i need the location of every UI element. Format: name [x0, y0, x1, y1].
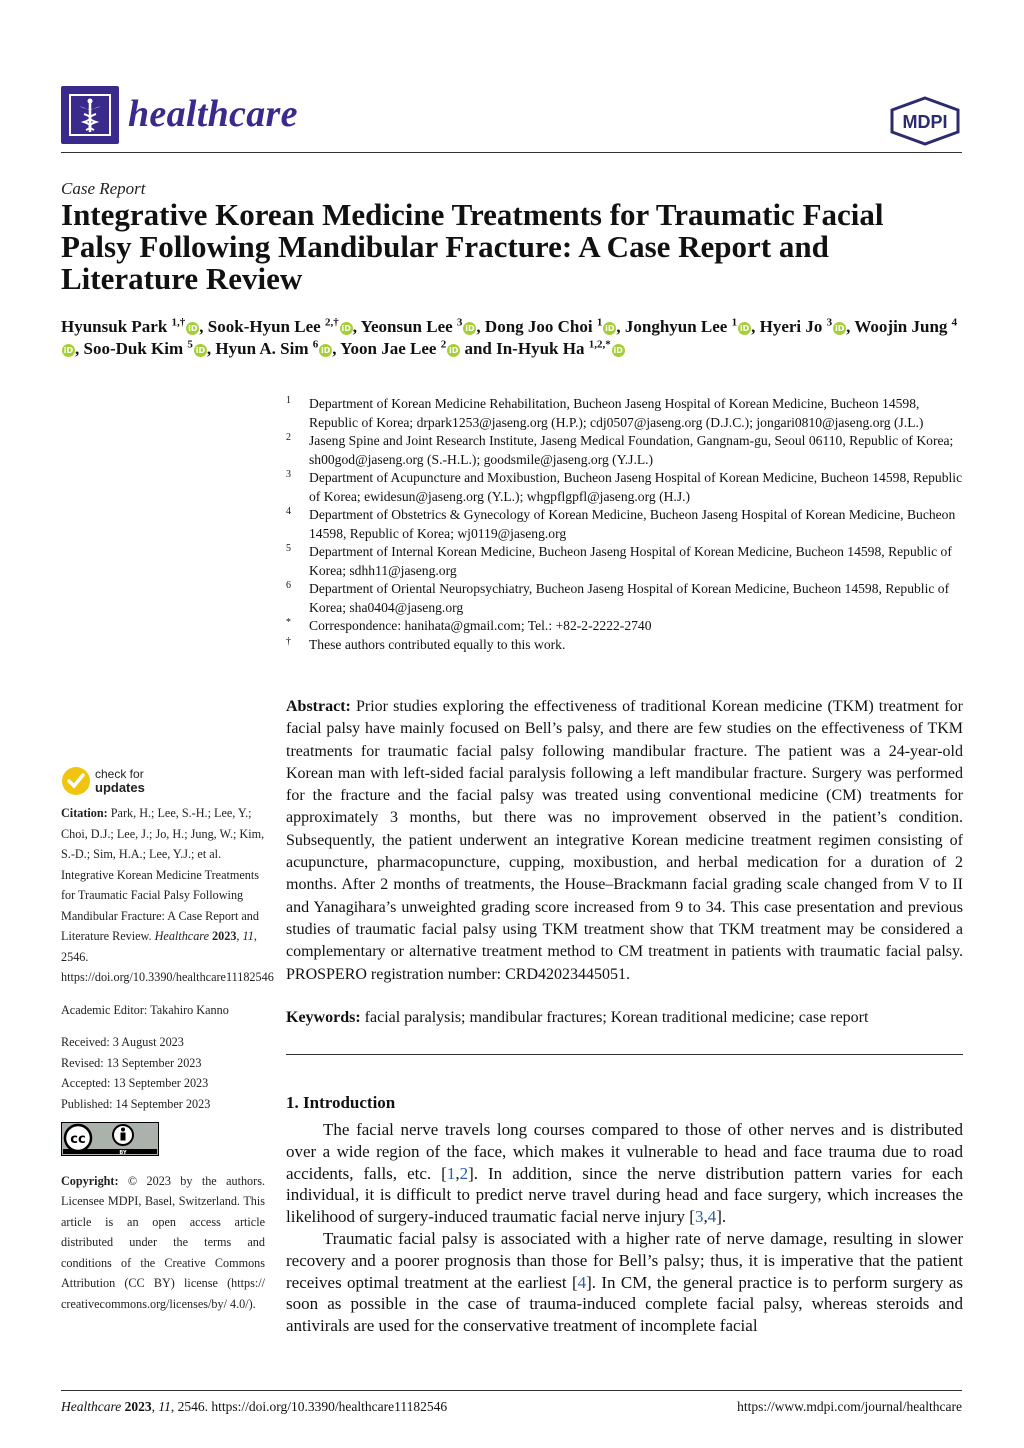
- copyright-block: [61, 1171, 265, 1315]
- header-divider: [61, 152, 962, 153]
- citation-label: Citation:: [61, 806, 108, 820]
- author-name[interactable]: Soo-Duk Kim: [83, 339, 184, 358]
- affiliation-text: Correspondence: hanihata@gmail.com; Tel.: +82-2-2222-2740: [309, 618, 652, 633]
- author-list: Hyunsuk Park $^{1,\dagger}$iD , Sook-Hyun Lee $^{2,\dagger}$iD , Yeonsun Lee $^3$iD , Dong Joo Choi $^1$iD , Jonghyun Lee $^1$iD , Hyeri Jo $^3$iD , Woojin Jung $^4$iD , Soo-Duk Kim $^5$iD , Hyun A. Sim $^6$iD , Yoon Jae Lee $^2$iD and In-Hyuk Ha $^{1,2,*}$iD: [61, 316, 958, 358]
- author-affiliation-marker: 2,†: [324, 316, 339, 329]
- author-name[interactable]: Hyeri Jo: [759, 317, 823, 336]
- orcid-icon[interactable]: iD: [465, 324, 475, 333]
- affiliation-number: *: [286, 617, 291, 628]
- paragraph-text: Traumatic facial palsy is associated with a higher rate of nerve damage, resulting in slower recovery and a poorer prognosis than those for Bell’s palsy; thus, it is imperative that the patient receives optimal treatment at the earliest [: [286, 1228, 963, 1292]
- citation-link[interactable]: 4: [707, 1207, 717, 1227]
- paragraph-text: The facial nerve travels long courses compared to those of other nerves and is distributed over a wide region of the face, which makes it vulnerable to head and face trauma due to road accidents, falls, etc. [: [286, 1120, 963, 1183]
- author-affiliation-marker: 5: [187, 338, 193, 351]
- author-name[interactable]: Sook-Hyun Lee: [207, 317, 321, 336]
- citation-link[interactable]: 1: [446, 1163, 456, 1183]
- orcid-icon[interactable]: iD: [63, 346, 74, 355]
- author-name[interactable]: Yeonsun Lee: [360, 317, 453, 336]
- author-affiliation-marker: 3: [456, 316, 463, 329]
- affiliation-text: Department of Korean Medicine Rehabilitation, Bucheon Jaseng Hospital of Korean Medicine, Bucheon 14598, Republic of Korea; drpark1253@jaseng.org (H.P.); cdj0507@jaseng.org (D.J.C.); jongari0810@jaseng.org (J.L.): [309, 396, 924, 430]
- paragraph: [286, 1228, 963, 1337]
- author-name[interactable]: Jonghyun Lee: [624, 317, 728, 336]
- keywords-text: facial paralysis; mandibular fractures; Korean traditional medicine; case report: [364, 1009, 869, 1026]
- article-info-sidebar: [61, 803, 274, 1314]
- article-type: Case Report: [61, 179, 146, 198]
- author-name[interactable]: Dong Joo Choi: [484, 317, 593, 336]
- author-name[interactable]: Woojin Jung: [854, 317, 948, 336]
- section-divider: [286, 1054, 963, 1055]
- author-affiliation-marker: 6: [312, 338, 319, 351]
- citation-year: 2023: [212, 929, 237, 943]
- author-name[interactable]: Hyunsuk Park: [61, 317, 168, 336]
- affiliation-item: [286, 617, 966, 636]
- affiliation-text: These authors contributed equally to this work.: [309, 636, 566, 652]
- author-affiliation-marker: 2: [440, 338, 447, 351]
- author-name[interactable]: Yoon Jae Lee: [340, 339, 437, 358]
- orcid-icon[interactable]: iD: [605, 324, 615, 333]
- affiliation-number: 4: [286, 506, 291, 517]
- orcid-icon[interactable]: iD: [195, 346, 206, 355]
- journal-name[interactable]: healthcare: [128, 93, 298, 135]
- check-for-updates-button[interactable]: [61, 766, 145, 796]
- svg-text:BY: BY: [119, 1150, 127, 1156]
- paragraph-text: ]. In addition, since the nerve distribution pattern varies for each individual, it is difficult to predict nerve travel during head and face surgery, which increases the likelihood of surgery-induced traumatic facial nerve injury [: [286, 1163, 963, 1227]
- author-affiliation-marker: 1,2,*: [588, 338, 611, 351]
- affiliation-item: [286, 432, 966, 469]
- affiliation-item: [286, 469, 966, 506]
- affiliation-item: [286, 580, 966, 617]
- citation-link[interactable]: 3: [694, 1207, 704, 1227]
- affiliation-number: 5: [286, 543, 291, 554]
- introduction-body: [286, 1119, 963, 1337]
- keywords: [286, 1007, 963, 1029]
- abstract: [286, 696, 963, 986]
- orcid-icon[interactable]: iD: [188, 324, 198, 333]
- affiliation-number: 6: [286, 580, 291, 591]
- citation-doi[interactable]: , 2546. https://doi.org/10.3390/healthcare11182546: [61, 929, 274, 984]
- affiliation-number: 1: [286, 395, 291, 406]
- orcid-icon[interactable]: iD: [321, 346, 331, 355]
- affiliation-text: Department of Acupuncture and Moxibustion, Bucheon Jaseng Hospital of Korean Medicine, Bucheon 14598, Republic of Korea; ewidesun@jaseng.org (Y.L.); whgpflgpfl@jaseng.org (H.J.): [309, 470, 963, 504]
- affiliation-item: [286, 543, 966, 580]
- footer-volume: 11: [158, 1399, 171, 1414]
- footer-doi[interactable]: , 2546. https://doi.org/10.3390/healthcare11182546: [170, 1399, 448, 1414]
- journal-logo[interactable]: [61, 86, 119, 144]
- paragraph: The facial nerve travels long courses compared to those of other nerves and is distributed over a wide region of the face, which makes it vulnerable to head and face trauma due to road accidents, falls, etc. [1,2]. In addition, since the nerve distribution pattern varies for each individual, it is difficult to predict nerve travel during head and face surgery, which increases the likelihood of surgery-induced traumatic facial nerve injury [3,4].: [286, 1120, 963, 1227]
- received-date: Received: 3 August 2023: [61, 1035, 184, 1049]
- check-updates-line1: check for: [95, 766, 144, 781]
- caduceus-icon: [67, 92, 113, 138]
- orcid-icon[interactable]: iD: [834, 324, 845, 333]
- mdpi-logo[interactable]: [888, 96, 962, 146]
- mdpi-logo-text: MDPI: [902, 112, 948, 132]
- affiliation-text: Jaseng Spine and Joint Research Institute, Jaseng Medical Foundation, Gangnam-gu, Seoul 06110, Republic of Korea; sh00god@jaseng.org (S.-H.L.); goodsmile@jaseng.org (Y.J.L.): [309, 433, 954, 467]
- citation-block: Citation: Park, H.; Lee, S.-H.; Lee, Y.; Choi, D.J.; Lee, J.; Jo, H.; Jung, W.; Kim, S.-D.; Sim, H.A.; Lee, Y.J.; et al. Integrative Korean Medicine Treatments for Traumatic Facial Palsy Following Mandibular Fracture: A Case Report and Literature Review. Healthcare 2023, 11, 2546. https://doi.org/10.3390/healthcare11182546: [61, 806, 274, 984]
- footer-divider: [61, 1390, 962, 1391]
- check-updates-line2: updates: [95, 779, 145, 795]
- article-title: Integrative Korean Medicine Treatments for Traumatic Facial Palsy Following Mandibular Fracture: A Case Report and Literature Review: [61, 197, 884, 296]
- affiliation-number: 3: [286, 469, 291, 480]
- citation-text: Park, H.; Lee, S.-H.; Lee, Y.; Choi, D.J.; Lee, J.; Jo, H.; Jung, W.; Kim, S.-D.; Sim, H.A.; Lee, Y.J.; et al. Integrative Korean Medicine Treatments for Traumatic Facial Palsy Following Mandibular Fracture: A Case Report and Literature Review.: [61, 806, 265, 943]
- paragraph-text: ]. In CM, the general practice is to perform surgery as soon as possible in the case of trauma-induced complete facial palsy, whereas steroids and antivirals are used for the conservative treatment of incomplete facial: [286, 1272, 964, 1336]
- affiliation-number: †: [286, 635, 291, 647]
- abstract-label: Abstract:: [286, 698, 351, 715]
- affiliation-text: Department of Oriental Neuropsychiatry, Bucheon Jaseng Hospital of Korean Medicine, Bucheon 14598, Republic of Korea; sha0404@jaseng.org: [309, 581, 950, 615]
- affiliation-item: [286, 506, 966, 543]
- svg-text:cc: cc: [70, 1132, 86, 1147]
- author-affiliation-marker: 1: [596, 316, 603, 329]
- orcid-icon[interactable]: iD: [613, 346, 623, 355]
- published-date: Published: 14 September 2023: [61, 1096, 211, 1111]
- author-affiliation-marker: 1,†: [171, 316, 186, 329]
- author-affiliation-marker: 3: [826, 316, 833, 329]
- author-affiliation-marker: 4: [951, 316, 958, 329]
- accepted-date: Accepted: 13 September 2023: [61, 1076, 209, 1090]
- author-affiliation-marker: 1: [731, 316, 738, 329]
- affiliation-item: [286, 395, 966, 432]
- copyright-text: © 2023 by the authors. Licensee MDPI, Basel, Switzerland. This article is an open access article distributed under the terms and conditions of the Creative Commons Attribution (CC BY) license (https:// creativecommons.org/licenses/by/ 4.0/).: [61, 1173, 265, 1311]
- citation-link[interactable]: 4: [577, 1272, 587, 1292]
- academic-editor: Academic Editor: Takahiro Kanno: [61, 1002, 229, 1017]
- footer-year: 2023: [124, 1399, 152, 1414]
- cc-by-icon[interactable]: [61, 1122, 159, 1156]
- affiliations: [286, 395, 966, 654]
- author-conjunction: and: [464, 339, 497, 358]
- orcid-icon[interactable]: iD: [341, 324, 351, 333]
- revised-date: Revised: 13 September 2023: [61, 1055, 202, 1070]
- citation-journal: Healthcare: [154, 929, 209, 943]
- citation-link[interactable]: 2: [459, 1163, 469, 1183]
- author-name[interactable]: In-Hyuk Ha: [496, 339, 585, 358]
- footer-citation: Healthcare 2023, 11, 2546. https://doi.org/10.3390/healthcare11182546: [61, 1399, 448, 1414]
- check-updates-icon: [61, 766, 91, 796]
- paragraph-text: ].: [716, 1207, 727, 1227]
- section-heading: 1. Introduction: [286, 1093, 396, 1112]
- orcid-icon[interactable]: iD: [739, 324, 750, 333]
- affiliation-number: 2: [286, 432, 291, 443]
- footer-journal-url[interactable]: https://www.mdpi.com/journal/healthcare: [737, 1399, 962, 1414]
- citation-volume: 11: [242, 929, 254, 943]
- abstract-text: Prior studies exploring the effectiveness of traditional Korean medicine (TKM) treatment for facial palsy have mainly focused on Bell’s palsy, and there are few studies on the effectiveness of TKM treatments for traumatic facial palsy following mandibular fracture. The patient was a 24-year-old Korean man with left-sided facial paralysis following a left mandibular fracture. Surgery was performed for the fracture and the facial palsy was treated using conventional medicine (CM) treatments for approximately 3 months, but there was no improvement observed in the patient’s condition. Subsequently, the patient underwent an integrative Korean medicine treatment regimen consisting of acupuncture, pharmacopuncture, cupping, moxibustion, and herbal medication for a duration of 2 months. After 2 months of treatments, the House–Brackmann facial grading scale changed from V to II and Yanagihara’s unweighted grading score increased from 9 to 34. This case presentation and previous studies of traumatic facial palsy using TKM treatment show that TKM treatment may be considered a complementary or alternative treatment method to CM treatment in patients with traumatic facial palsy. PROSPERO registration number: CRD42023445051.: [286, 698, 963, 983]
- author-name[interactable]: Hyun A. Sim: [215, 339, 309, 358]
- keywords-label: Keywords:: [286, 1009, 361, 1026]
- orcid-icon[interactable]: iD: [448, 346, 459, 355]
- affiliation-text: Department of Obstetrics & Gynecology of Korean Medicine, Bucheon Jaseng Hospital of Korean Medicine, Bucheon 14598, Republic of Korea; wj0119@jaseng.org: [309, 507, 956, 541]
- affiliation-item: [286, 636, 966, 655]
- footer-journal: Healthcare: [61, 1399, 122, 1414]
- affiliation-text: Department of Internal Korean Medicine, Bucheon Jaseng Hospital of Korean Medicine, Bucheon 14598, Republic of Korea; sdhh11@jaseng.org: [309, 544, 952, 578]
- copyright-label: Copyright:: [61, 1173, 119, 1188]
